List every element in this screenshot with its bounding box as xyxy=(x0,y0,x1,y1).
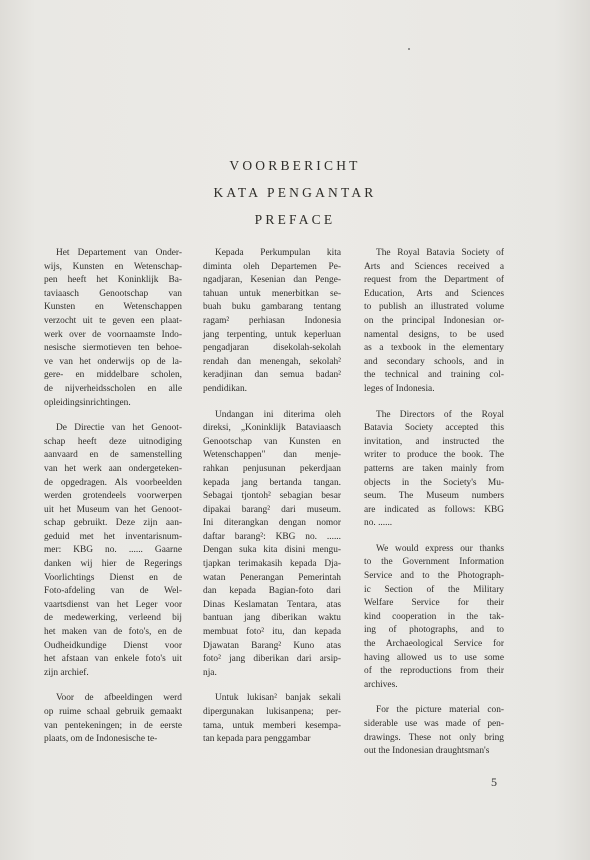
text-line: Arts and Sciences received a xyxy=(364,261,504,272)
text-line: tahuan untuk menerbitkan se- xyxy=(203,288,341,299)
text-line: out the Indonesian draughtsman's xyxy=(364,746,490,757)
text-line: are indicated as follows: KBG xyxy=(364,504,504,515)
text-line: as a texbook in the elementary xyxy=(364,343,504,354)
text-line: Foto-afdeling van de Wel- xyxy=(44,586,182,597)
title-english: PREFACE xyxy=(254,212,336,227)
text-line: bantuan jang diberikan waktu xyxy=(203,613,341,624)
paragraph xyxy=(44,692,182,746)
text-line: request from the Department of xyxy=(364,275,504,286)
text-line: kind cooperation in the tak- xyxy=(364,611,504,622)
paragraph xyxy=(364,543,504,693)
text-line: de opgedragen. Als voorbeelden xyxy=(44,477,182,488)
text-line: Kepada Perkumpulan kita xyxy=(215,248,341,258)
paragraph xyxy=(364,704,504,758)
paragraph xyxy=(203,409,341,681)
text-line: tama, untuk memberi kesempa- xyxy=(203,720,341,731)
text-line: direksi, „Koninklijk Bataviaasch xyxy=(203,423,341,434)
text-line: Oudheidkundige Dienst voor xyxy=(44,640,182,651)
paragraph xyxy=(364,247,504,397)
text-line: pengadjaran disekolah-sekolah xyxy=(203,343,341,354)
text-line: Wetenschappen" dan menje- xyxy=(203,450,341,461)
text-line: Kunsten en Wetenschappen xyxy=(44,302,182,313)
column-english xyxy=(364,247,504,771)
text-line: leges of Indonesia. xyxy=(364,383,435,394)
title-indonesian: KATA PENGANTAR xyxy=(213,185,377,200)
text-line: and secondary schools, and in xyxy=(364,356,504,367)
text-line: namental designs, to be used xyxy=(364,329,504,340)
text-line: dipergunakan lukisanpena; per- xyxy=(203,707,341,717)
text-line: dan kepada Bagian-foto dari xyxy=(203,586,341,597)
text-line: wijs, Kunsten en Wetenschap- xyxy=(44,261,182,272)
text-line: Undangan ini diterima oleh xyxy=(215,409,341,420)
text-line: aanvaard en de samenstelling xyxy=(44,450,182,461)
text-line: ing of photographs, and to xyxy=(364,625,504,636)
text-line: pen heeft het Koninklijk Ba- xyxy=(44,275,182,286)
column-dutch xyxy=(44,247,182,759)
paragraph xyxy=(203,692,341,746)
text-line: writer to produce the book. The xyxy=(364,450,504,461)
text-line: kepada jang bertanda tangan. xyxy=(203,477,341,488)
text-line: watan Penerangan Pemerintah xyxy=(203,572,341,583)
text-line: to the Government Information xyxy=(364,557,504,568)
text-line: taviaasch Genootschap van xyxy=(44,288,182,299)
text-line: having allowed us to use some xyxy=(364,652,504,663)
text-line: pendidikan. xyxy=(203,383,248,394)
paragraph xyxy=(44,422,182,680)
text-line: nja. xyxy=(203,667,217,678)
text-line: van pentekeningen; in de eerste xyxy=(44,720,182,731)
text-line: het maken van de foto's, en de xyxy=(44,627,182,638)
text-line: The Royal Batavia Society of xyxy=(376,248,504,258)
text-line: of the reproductions from their xyxy=(364,666,504,677)
text-line: patterns are taken mainly from xyxy=(364,463,504,474)
text-line: op ruime schaal gebruik gemaakt xyxy=(44,707,182,717)
text-line: mer: KBG no. ...... Gaarne xyxy=(44,545,182,556)
text-line: geduid met het inventarisnum- xyxy=(44,531,182,542)
text-line: to publish an illustrated volume xyxy=(364,302,504,313)
text-line: Untuk lukisan² banjak sekali xyxy=(215,693,341,704)
text-line: Batavia Society accepted this xyxy=(364,423,504,434)
text-line: vaartsdienst van het Leger voor xyxy=(44,599,182,610)
text-line: siderable use was made of pen- xyxy=(364,719,504,729)
text-line: nesische siermotieven ten behoe- xyxy=(44,343,182,354)
page-number: 5 xyxy=(491,775,497,789)
text-line: plaats, om de Indonesische te- xyxy=(44,734,158,745)
text-line: the Archaeological Service for xyxy=(364,639,504,650)
text-line: danken wij hier de Regerings xyxy=(44,559,182,570)
text-line: werk over de voornaamste Indo- xyxy=(44,329,182,340)
text-line: seum. The Museum numbers xyxy=(364,491,504,502)
paper-speck xyxy=(408,48,410,50)
text-line: Dinas Keslamatan Tentara, atas xyxy=(203,599,341,610)
text-line: verzocht uit te geven een plaat- xyxy=(44,315,182,326)
text-line: werden grotendeels voorwerpen xyxy=(44,491,182,502)
text-line: zijn archief. xyxy=(44,667,89,678)
paragraph xyxy=(364,409,504,531)
text-line: Service and to the Photograph- xyxy=(364,571,504,582)
text-line: diminta oleh Departemen Pe- xyxy=(203,261,341,272)
text-line: ve van het onderwijs op de la- xyxy=(44,356,182,367)
text-line: membuat foto² itu, dan kepada xyxy=(203,627,341,638)
text-line: Genootschap van Kunsten en xyxy=(203,436,341,447)
column-indonesian xyxy=(203,247,341,759)
text-line: on the principal Indonesian or- xyxy=(364,315,504,326)
text-line: Sebagai tjontoh² sebagian besar xyxy=(203,491,341,502)
text-line: We would express our thanks xyxy=(376,543,504,554)
text-line: Dengan suka kita disini mengu- xyxy=(203,545,341,556)
text-line: The Directors of the Royal xyxy=(376,409,504,420)
title-dutch: VOORBERICHT xyxy=(229,158,361,173)
text-line: De Directie van het Genoot- xyxy=(56,423,182,434)
text-line: invitation, and instructed the xyxy=(364,436,504,447)
text-line: the technical and training col- xyxy=(364,370,504,381)
text-line: Welfare Service for their xyxy=(364,598,504,609)
text-line: drawings. These not only bring xyxy=(364,732,504,743)
text-line: keradjinan dan semua badan² xyxy=(203,370,341,381)
text-line: van het werk aan ondergeteken- xyxy=(44,463,182,474)
text-line: no. ...... xyxy=(364,518,393,529)
text-line: Voorlichtings Dienst en de xyxy=(44,572,182,583)
text-line: opleidingsinrichtingen. xyxy=(44,397,131,408)
text-line: Voor de afbeeldingen werd xyxy=(56,693,182,704)
heading-block xyxy=(0,152,590,233)
text-line: foto² jang diberikan dari arsip- xyxy=(203,654,341,665)
text-line: het afstaan van enkele foto's uit xyxy=(44,654,182,665)
text-line: tan kepada para penggambar xyxy=(203,734,311,745)
text-line: Ini diterangkan dengan nomor xyxy=(203,518,341,529)
text-line: jang terpenting, untuk keperluan xyxy=(203,329,341,340)
text-line: daftar barang²: KBG no. ...... xyxy=(203,531,341,542)
text-line: uit het Museum van het Genoot- xyxy=(44,504,182,515)
text-line: buah buku gambarang tentang xyxy=(203,302,341,313)
text-line: Djawatan Barang² Kuno atas xyxy=(203,640,341,651)
text-line: de nijverheidsscholen en alle xyxy=(44,383,182,394)
text-line: rahkan penjusunan pekerdjaan xyxy=(203,463,341,474)
text-line: schap gebruikt. Deze zijn aan- xyxy=(44,518,182,529)
text-line: rendah dan menengah, sekolah² xyxy=(203,356,341,367)
text-line: ragam² perhiasan Indonesia xyxy=(203,315,341,326)
text-line: tjapkan terimakasih kepada Dja- xyxy=(203,559,341,570)
text-line: Education, Arts and Sciences xyxy=(364,288,504,299)
text-line: ngadjaran, Kesenian dan Penge- xyxy=(203,275,341,286)
text-line: gere- en middelbare scholen, xyxy=(44,370,182,381)
text-line: Het Departement van Onder- xyxy=(56,248,182,258)
paragraph xyxy=(44,247,182,410)
text-line: archives. xyxy=(364,679,398,690)
text-line: For the picture material con- xyxy=(376,705,504,716)
text-line: ic Section of the Military xyxy=(364,584,504,595)
text-line: dipakai barang² dari museum. xyxy=(203,504,341,515)
text-line: de medewerking, verleend bij xyxy=(44,613,182,624)
paragraph xyxy=(203,247,341,397)
text-line: objects in the Society's Mu- xyxy=(364,477,504,488)
text-line: schap heeft deze uitnodiging xyxy=(44,436,182,447)
